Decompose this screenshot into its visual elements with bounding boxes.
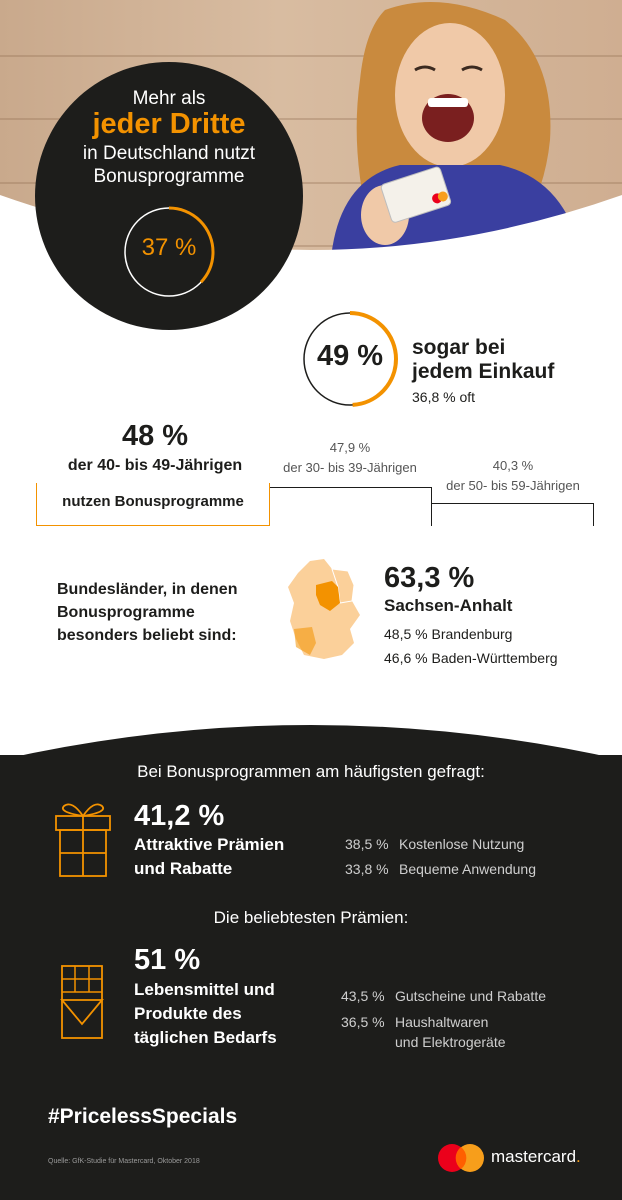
- chocolate-icon: [58, 962, 106, 1042]
- rewards-item-2-label: Haushaltwaren: [395, 1014, 489, 1030]
- states-top-name: Sachsen-Anhalt: [384, 596, 513, 615]
- rewards-label2: Produkte des: [134, 1004, 242, 1023]
- age-main-label: der 40- bis 49-Jährigen: [67, 457, 243, 474]
- asked-item-2-label: Bequeme Anwendung: [399, 861, 536, 877]
- rewards-item-2-percent: 36,5 %: [341, 1014, 385, 1030]
- source-note: Quelle: GfK-Studie für Mastercard, Oktober 2018: [48, 1158, 200, 1165]
- age-group2-bar: [270, 487, 432, 526]
- asked-heading: Bei Bonusprogrammen am häufigsten gefragt:: [137, 762, 485, 781]
- purchase-line2: jedem Einkauf: [412, 360, 555, 383]
- states-question-line3: besonders beliebt sind:: [57, 627, 237, 644]
- age-main-box-label: nutzen Bonusprogramme: [62, 493, 244, 510]
- dark-curve: [0, 700, 622, 760]
- rewards-item-2-label2: und Elektrogeräte: [395, 1034, 506, 1050]
- states-question-line1: Bundesländer, in denen: [57, 581, 238, 598]
- rewards-label1: Lebensmittel und: [134, 980, 275, 999]
- mastercard-name: mastercard: [491, 1147, 577, 1166]
- asked-item-1-percent: 38,5 %: [345, 836, 389, 852]
- states-question-line2: Bonusprogramme: [57, 604, 195, 621]
- states-third: 46,6 % Baden-Württemberg: [384, 650, 558, 666]
- asked-item-1-label: Kostenlose Nutzung: [399, 836, 525, 852]
- germany-map: [282, 555, 366, 665]
- age-main-percent: 48 %: [121, 420, 189, 452]
- hero-line1: Mehr als: [132, 88, 206, 109]
- hero-line4: Bonusprogramme: [93, 166, 245, 187]
- asked-percent: 41,2 %: [134, 800, 225, 832]
- hero-line3: in Deutschland nutzt: [82, 143, 256, 164]
- mastercard-dot: .: [576, 1147, 581, 1166]
- purchase-percent: 49 %: [316, 340, 384, 372]
- age-group2-label: der 30- bis 39-Jährigen: [283, 460, 417, 475]
- rewards-item-1-percent: 43,5 %: [341, 988, 385, 1004]
- rewards-label3: täglichen Bedarfs: [134, 1028, 277, 1047]
- hashtag: #PricelessSpecials: [48, 1105, 238, 1128]
- gift-icon: [52, 800, 114, 880]
- states-second: 48,5 % Brandenburg: [384, 626, 513, 642]
- rewards-heading: Die beliebtesten Prämien:: [213, 908, 409, 927]
- states-top-percent: 63,3 %: [384, 562, 475, 594]
- asked-label2: und Rabatte: [134, 859, 233, 878]
- purchase-line1: sogar bei: [412, 336, 506, 359]
- age-group2-percent: 47,9 %: [329, 440, 371, 455]
- hero-percent: 37 %: [141, 234, 197, 261]
- age-group3-bar: [432, 503, 594, 526]
- age-group3-label: der 50- bis 59-Jährigen: [446, 478, 580, 493]
- mastercard-logo-icon: [437, 1143, 485, 1173]
- asked-label1: Attraktive Prämien: [134, 835, 285, 854]
- mastercard-wordmark: [491, 1147, 581, 1167]
- hero-highlight: jeder Dritte: [92, 108, 246, 140]
- age-group3-percent: 40,3 %: [492, 458, 534, 473]
- rewards-item-1-label: Gutscheine und Rabatte: [395, 988, 546, 1004]
- purchase-sub: 36,8 % oft: [412, 389, 476, 405]
- asked-item-2-percent: 33,8 %: [345, 861, 389, 877]
- rewards-percent: 51 %: [134, 944, 201, 976]
